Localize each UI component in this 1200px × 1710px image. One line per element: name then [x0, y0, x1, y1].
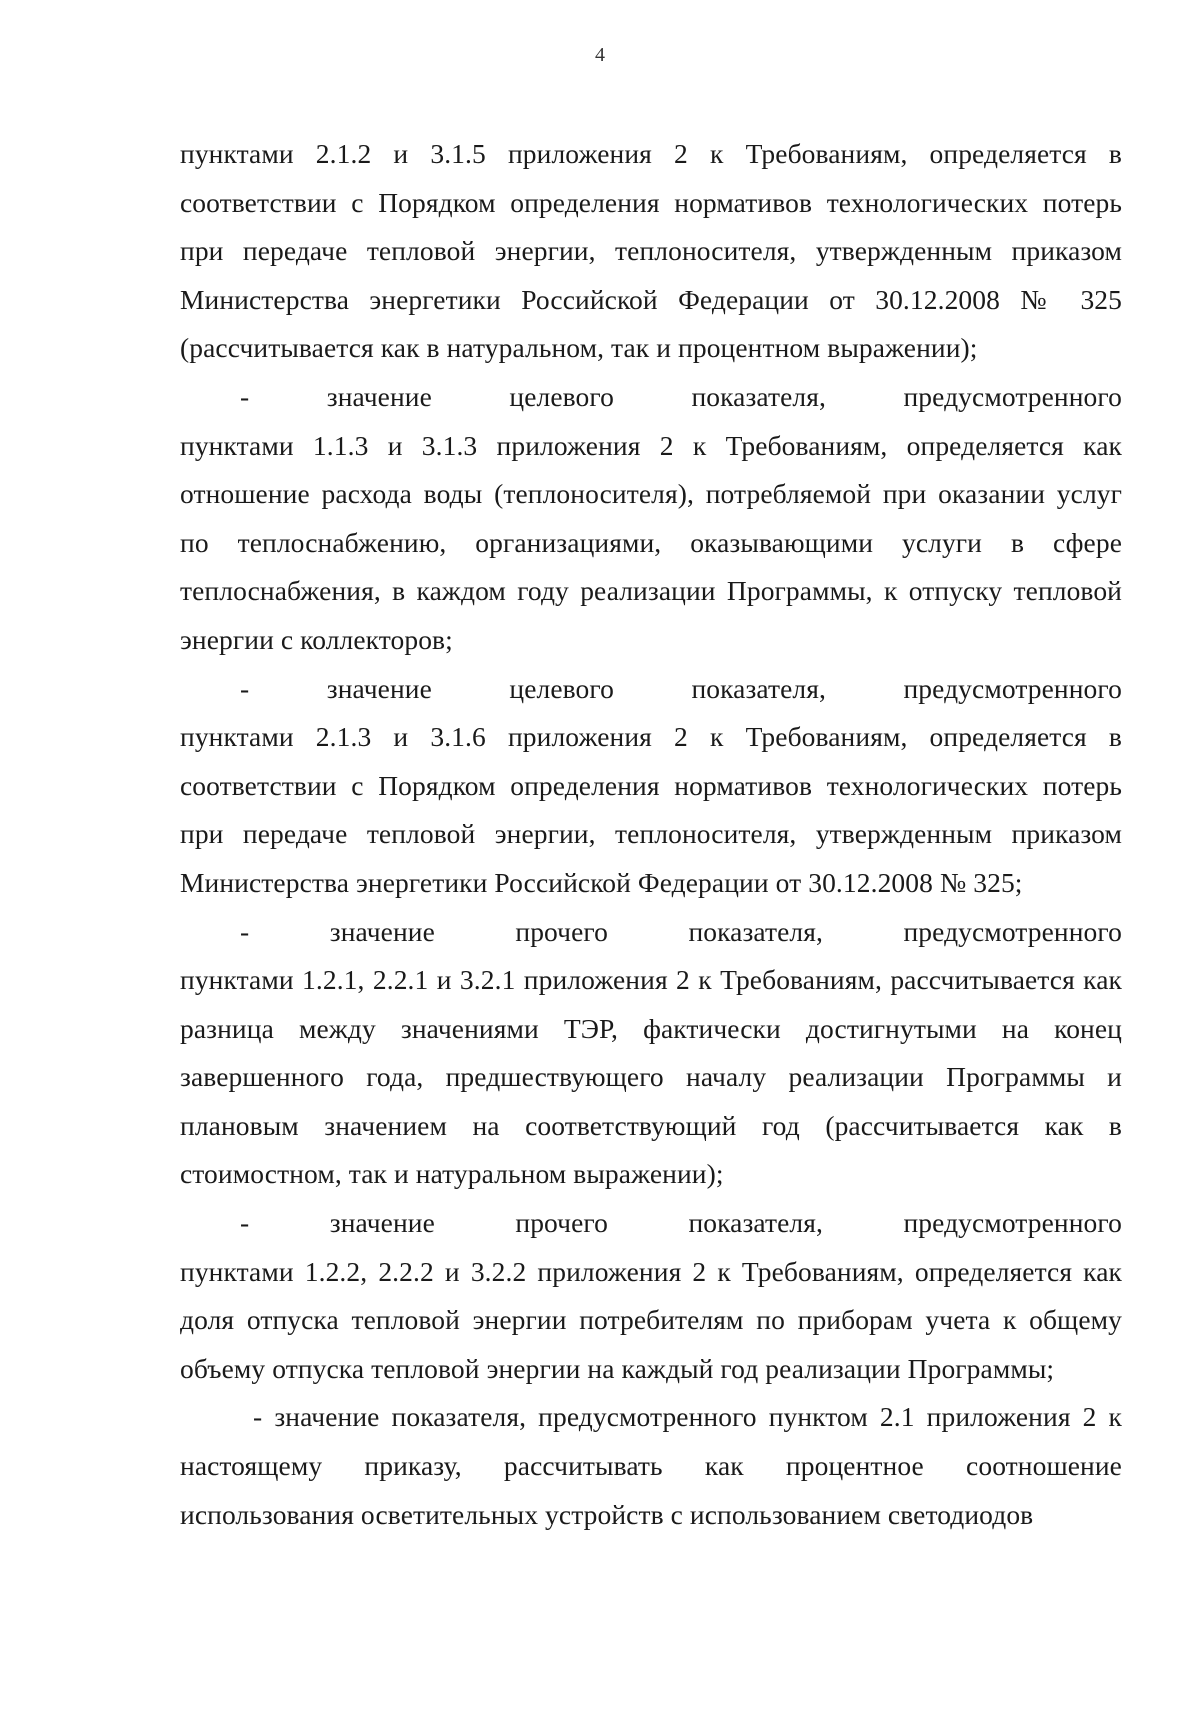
paragraph-lead-line: [180, 373, 1122, 422]
paragraph-body: пунктами 1.1.3 и 3.1.3 приложения 2 к Требованиям, определяется как отношение расхода воды (теплоносителя), потребляемой при оказании услуг по теплоснабжению, организациями, оказывающими услуги в сфере теплоснабжения, в каждом году реализации Программы, к отпуску тепловой энергии с коллекторов;: [180, 429, 1122, 655]
lead-word: значение: [326, 672, 432, 704]
lead-word: значение: [326, 380, 432, 412]
paragraph-body: пунктами 1.2.1, 2.2.1 и 3.2.1 приложения 2 к Требованиям, рассчитывается как разница между значениями ТЭР, фактически достигнутыми на конец завершенного года, предшествующего началу реализации Программы и плановым значением на соответствующий год (рассчитывается как в стоимостном, так и натуральном выражении);: [180, 964, 1122, 1190]
paragraph-lead-line: [180, 1199, 1122, 1248]
paragraph-other-indicator-ter: [180, 908, 1122, 1200]
paragraph-target-indicator-losses: [180, 665, 1122, 908]
lead-word: значение: [329, 915, 435, 947]
paragraph-lead-line: [180, 665, 1122, 714]
lead-word: значение: [329, 1207, 435, 1239]
paragraph-other-indicator-metering: [180, 1199, 1122, 1393]
lead-word: показателя,: [688, 915, 823, 947]
lead-word: предусмотренного: [903, 380, 1122, 412]
lead-word: целевого: [509, 672, 614, 704]
paragraph-lighting-indicator: - значение показателя, предусмотренного пунктом 2.1 приложения 2 к настоящему приказу, рассчитывать как процентное соотношение использования осветительных устройств с использованием светодиодов: [180, 1401, 1122, 1530]
document-body: [180, 130, 1122, 1539]
lead-word: показателя,: [688, 1207, 823, 1239]
lead-word: целевого: [509, 380, 614, 412]
lead-word: предусмотренного: [903, 672, 1122, 704]
dash-marker: -: [240, 915, 250, 947]
paragraph-body: пунктами 1.2.2, 2.2.2 и 3.2.2 приложения 2 к Требованиям, определяется как доля отпуска тепловой энергии потребителям по приборам учета к общему объему отпуска тепловой энергии на каждый год реализации Программы;: [180, 1255, 1122, 1384]
dash-marker: -: [240, 672, 250, 704]
lead-word: показателя,: [691, 672, 826, 704]
dash-marker: -: [240, 1207, 250, 1239]
paragraph-body: пунктами 2.1.3 и 3.1.6 приложения 2 к Требованиям, определяется в соответствии с Порядком определения нормативов технологических потерь при передаче тепловой энергии, теплоносителя, утвержденным приказом Министерства энергетики Российской Федерации от 30.12.2008 № 325;: [180, 721, 1122, 898]
paragraph-continuation: пунктами 2.1.2 и 3.1.5 приложения 2 к Требованиям, определяется в соответствии с Порядком определения нормативов технологических потерь при передаче тепловой энергии, теплоносителя, утвержденным приказом Министерства энергетики Российской Федерации от 30.12.2008 № 325 (рассчитывается как в натуральном, так и процентном выражении);: [180, 138, 1122, 364]
paragraph-lead-line: [180, 908, 1122, 957]
page-number: 4: [595, 44, 605, 66]
dash-marker: -: [240, 380, 250, 412]
lead-word: предусмотренного: [903, 915, 1122, 947]
lead-word: прочего: [515, 1207, 608, 1239]
lead-word: показателя,: [691, 380, 826, 412]
paragraph-target-indicator-water: [180, 373, 1122, 665]
lead-word: прочего: [515, 915, 608, 947]
lead-word: предусмотренного: [903, 1207, 1122, 1239]
